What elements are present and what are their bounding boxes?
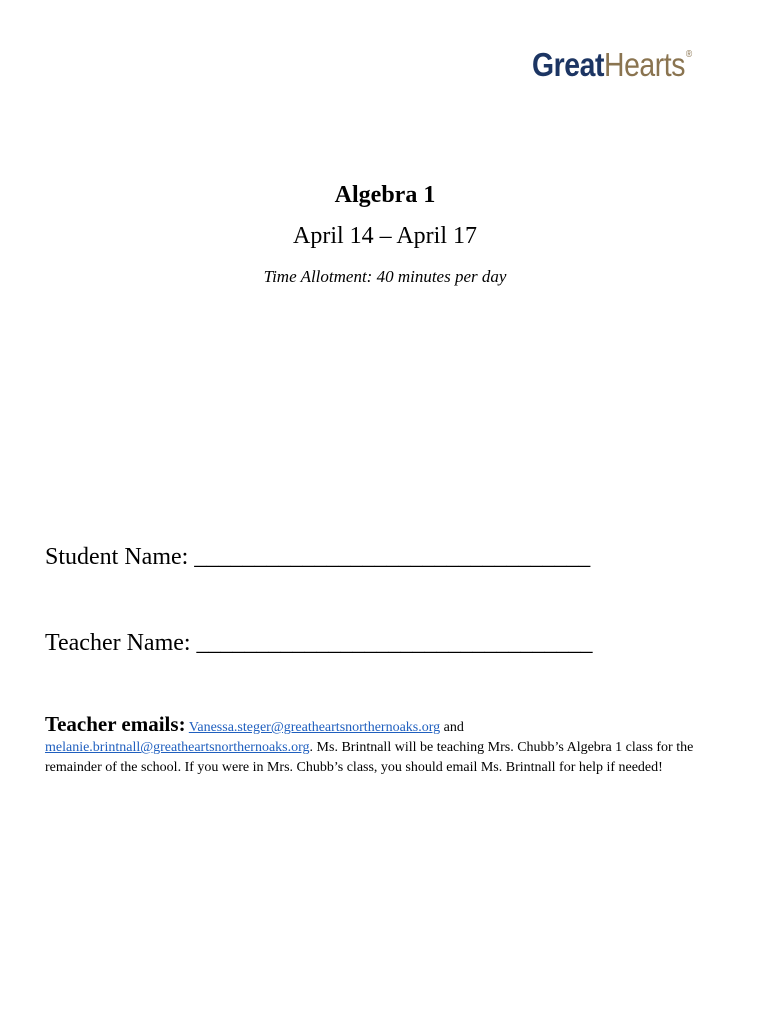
teacher-emails-label: Teacher emails: — [45, 712, 186, 736]
emails-message: . Ms. Brintnall will be teaching Mrs. Chubb’s Algebra 1 class for the remainder of the school. If you were in Mrs. Chubb’s class, you should email Ms. Brintnall for help if needed! — [45, 740, 694, 775]
time-allotment: Time Allotment: 40 minutes per day — [263, 267, 507, 286]
teacher-name-field[interactable]: Teacher Name: _________________________________ — [45, 630, 593, 656]
email-link-steger[interactable]: Vanessa.steger@greatheartsnorthernoaks.org — [188, 720, 441, 735]
date-range: April 14 – April 17 — [293, 223, 477, 249]
student-name-field[interactable]: Student Name: _________________________________ — [45, 544, 591, 570]
greathearts-logo — [532, 48, 692, 81]
logo-great: Great — [532, 46, 604, 83]
page-title: Algebra 1 — [334, 182, 436, 208]
teacher-emails-paragraph — [45, 714, 735, 778]
email-connector: and — [443, 720, 464, 735]
registered-mark: ® — [685, 49, 692, 60]
email-link-brintnall[interactable]: melanie.brintnall@greatheartsnorthernoaks.org — [45, 740, 310, 755]
logo-hearts: Hearts — [603, 46, 686, 83]
